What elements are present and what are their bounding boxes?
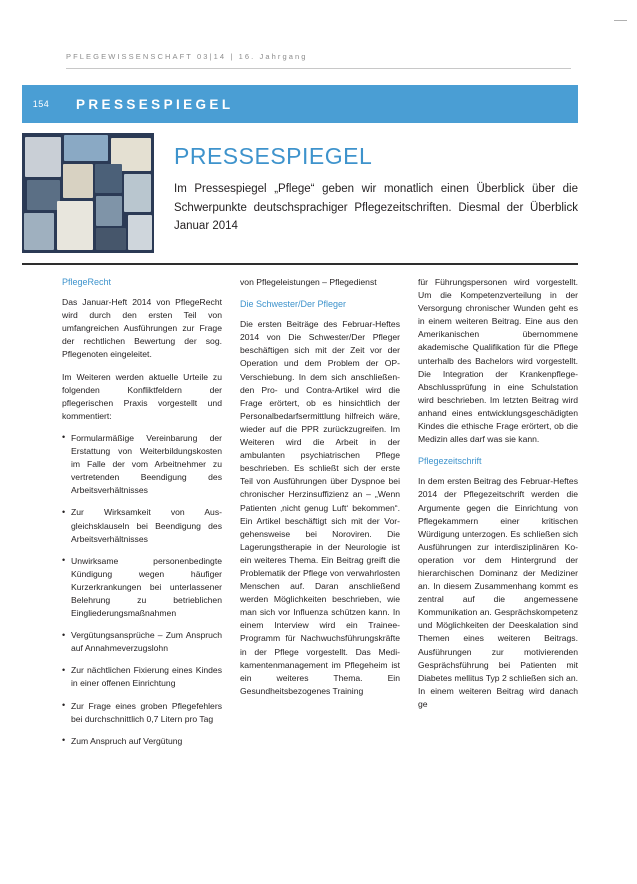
column-3 xyxy=(418,276,578,836)
list-item: • Formularmäßige Vereinbarung der Erstattung von Weiterbildungskosten im Falle der vom Arbeitnehmer zu vertretenden Beendigung des Arbeitsverhältnisses xyxy=(62,432,222,497)
paragraph: für Führungspersonen wird vorgestellt. Um die Kompetenzverteilung in der Versorgung chronischer Wunden geht es in einem weiteren Beitrag. Eine aus den Amerikanischen übernommene akademische Qualifikation für die Pflege unterhalb des Bachelors wird vorgestellt. Die Integration der Krankenpflege-Abschlussprüfung in eine Schulstation wird beschrieben. Im letzten Beitrag wird anhand eines entwicklungsgeschädigten Kindes die ethische Frage erörtert, ob die Medizin alles darf was sie kann. xyxy=(418,277,578,445)
paragraph: Das Januar-Heft 2014 von PflegeRecht wird durch den ersten Teil von umfangreichen Ausführungen zur Frage der rechtlichen Bewertung der sog. Pflegenoten eingeleitet. xyxy=(62,297,222,360)
section-title: PRESSESPIEGEL xyxy=(76,96,234,112)
hero-intro: Im Pressespiegel „Pflege“ geben wir monatlich einen Überblick über die Schwerpunkte deutschsprachiger Pflegezeitschriften. Diesmal der Überblick Januar 2014 xyxy=(174,183,578,232)
crop-mark xyxy=(614,20,627,21)
running-head: PFLEGEWISSENSCHAFT 03|14 | 16. Jahrgang xyxy=(66,52,308,61)
section-header-bar xyxy=(60,85,578,123)
header-rule xyxy=(66,68,571,69)
list-item: • Zur nächtlichen Fixierung eines Kindes in einer offenen Einrichtung xyxy=(62,664,222,690)
column-2 xyxy=(240,276,400,836)
list-item: • Unwirksame personenbedingte Kündigung wegen häufiger Kurzerkrankungen bei unterlassener Belehrung zu betrieblichen Eingliederungsmaßnahmen xyxy=(62,555,222,620)
hero-title: PRESSESPIEGEL xyxy=(174,143,373,169)
page-folio: 154 xyxy=(22,85,60,123)
paragraph: In dem ersten Beitrag des Februar-Heftes 2014 der Pflegezeitschrift werden die Argumente gegen die Einrichtung von Pflegekammern einer kritischen Würdigung unterzogen. Es schließen sich Ausführungen zur interdisziplinären Kooperation vor dem Hintergrund der hierarchischen Dominanz der Mediziner an. In diesem Zusammenhang kommt es zentral auf die angemessene Kommunikation an. Gesprächskompetenz und Möglichkeiten der Deeskalation sind Themen eines weiteren Beitrags. Ausführungen zur motivierenden Gesprächsführung bei Patienten mit Diabetes mellitus Typ 2 schließen sich an. In einem weiteren Beitrag wird danach ge xyxy=(418,476,578,709)
magazine-covers-collage-image xyxy=(22,133,154,253)
subhead-pflegerecht: PflegeRecht xyxy=(62,277,112,287)
subhead-pflegezeitschrift: Pflegezeitschrift xyxy=(418,456,482,467)
hero-rule xyxy=(22,263,578,265)
paragraph: Im Weiteren werden aktuelle Urteile zu folgenden Konfliktfeldern der pflegerischen Praxis vorgestellt und kommentiert: xyxy=(62,371,222,421)
bullet-list xyxy=(62,432,222,748)
list-item: • Zur Frage eines groben Pflegefehlers bei durchschnittlich 0,7 Litern pro Tag xyxy=(62,700,222,726)
article-columns xyxy=(62,276,578,836)
list-item: • Vergütungsansprüche – Zum Anspruch auf Annahmeverzugslohn xyxy=(62,629,222,655)
list-item: • Zum Anspruch auf Vergütung xyxy=(62,735,222,748)
column-1 xyxy=(62,276,222,836)
hero-text xyxy=(174,133,578,236)
paragraph: von Pflegeleistungen – Pflegedienst xyxy=(240,277,377,287)
list-item: • Zur Wirksamkeit von Ausgleichsklauseln bei Beendigung des Arbeitsverhältnisses xyxy=(62,506,222,545)
paragraph: Die ersten Beiträge des Februar-Heftes 2014 von Die Schwester/Der Pfleger beschäftigen sich mit der Zeit vor der Operation und dem Problem der OP-Verschiebung. In dem sich anschließenden Pro- und Contra-Artikel wird die Frage erörtert, ob es hinsichtlich der Personalbedarfsermittlung hilfreich wäre, wieder auf die PPR zurückzugreifen. Im Weiteren wird die Arbeit in der ambulanten psychiatrischen Pflege beschrieben. Es schließt sich der erste Teil von Ausführungen über Dyspnoe bei chronischer Herzinsuffizienz an – „Wenn Patienten ‚nicht genug Luft‘ bekommen“. Ein Artikel beschäftigt sich mit der Vorgehensweise bei Noroviren. Die Lagerungstherapie in der Neurologie ist ein weiteres Thema. Ein Beitrag greift die Problematik der Pflege von verwahrlosten Menschen auf. Daran anschließend werden Möglichkeiten beschrieben, wie man sich vor Influenza schützen kann. In einem Interview wird ein Trainee-Programm für Nachwuchsführungskräfte in der Pflege vorgestellt. Das Medikamentenmanagement im Pflegeheim ist ein weiteres Thema. Ein Gesundheitsbezogenes Training xyxy=(240,319,400,696)
hero-block xyxy=(22,133,578,253)
subhead-die-schwester-der-pfleger: Die Schwester/Der Pfleger xyxy=(240,299,347,310)
